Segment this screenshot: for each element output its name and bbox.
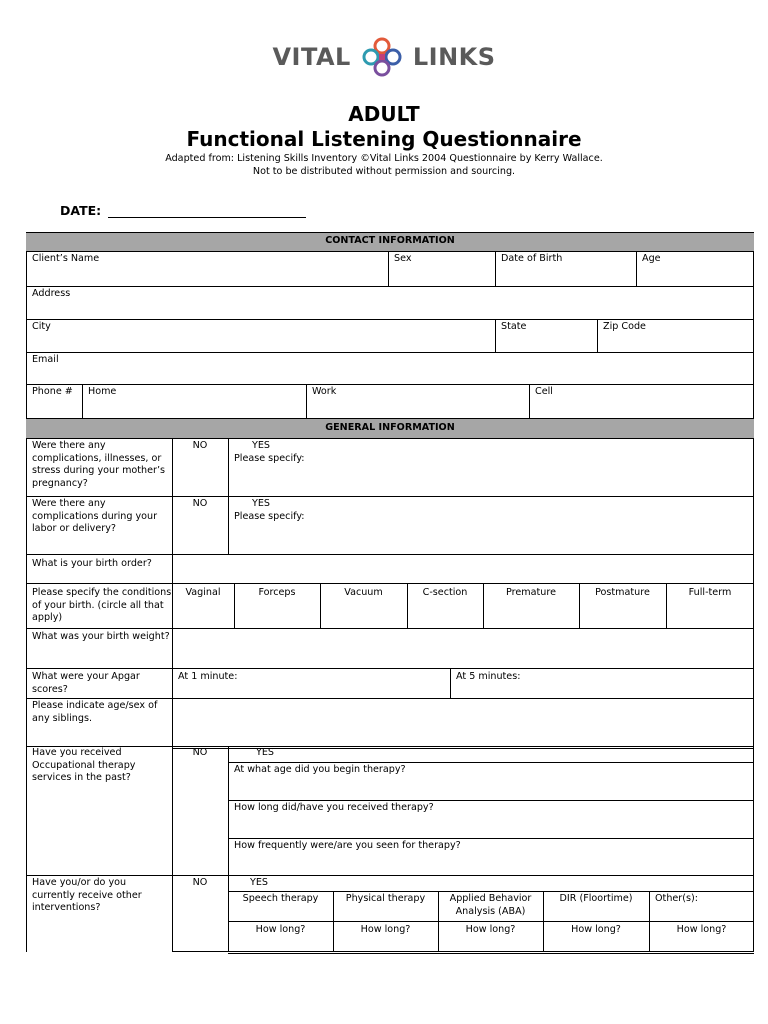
condition-forceps[interactable]: Forceps <box>258 587 296 598</box>
interventions-question: Have you/or do you currently receive other interventions? <box>32 877 142 913</box>
speech-therapy-how-long[interactable]: How long? <box>255 924 306 935</box>
adapted-note <box>0 152 768 178</box>
siblings-question: Please indicate age/sex of any siblings. <box>32 700 158 724</box>
birth-weight-answer[interactable] <box>172 628 754 668</box>
birth-weight-question: What was your birth weight? <box>32 631 170 642</box>
ot-no-option[interactable]: NO <box>192 747 208 758</box>
apgar-5-minutes-field[interactable]: At 5 minutes: <box>456 671 521 682</box>
state-field[interactable]: State <box>501 321 527 332</box>
vital-links-logo <box>0 32 768 82</box>
contact-section-heading: CONTACT INFORMATION <box>26 232 754 251</box>
intervention-aba[interactable]: Applied Behavior Analysis (ABA) <box>449 893 532 917</box>
intervention-speech-therapy[interactable]: Speech therapy <box>242 893 319 904</box>
intervention-dir-floortime[interactable]: DIR (Floortime) <box>559 893 633 904</box>
pregnancy-yes-label: YES <box>252 440 271 451</box>
condition-premature[interactable]: Premature <box>506 587 556 598</box>
dir-floortime-how-long[interactable]: How long? <box>571 924 621 935</box>
birth-conditions-question: Please specify the conditions of your birth. (circle all that apply) <box>32 587 172 623</box>
logo-word-left: VITAL <box>272 43 351 71</box>
ot-question: Have you received Occupational therapy services in the past? <box>32 747 136 783</box>
ot-yes-option[interactable]: YES <box>256 747 275 758</box>
zip-code-field[interactable]: Zip Code <box>603 321 646 332</box>
age-field[interactable]: Age <box>642 253 661 264</box>
ot-frequency-field[interactable]: How frequently were/are you seen for therapy? <box>234 840 461 851</box>
email-field[interactable]: Email <box>32 354 59 365</box>
pregnancy-yes-option[interactable] <box>228 438 754 496</box>
date-of-birth-field[interactable]: Date of Birth <box>501 253 563 264</box>
general-section-heading: GENERAL INFORMATION <box>26 419 754 438</box>
labor-yes-option[interactable] <box>228 496 754 554</box>
work-phone-field[interactable]: Work <box>312 386 337 397</box>
labor-specify-label: Please specify: <box>234 510 305 522</box>
labor-no-option[interactable]: NO <box>192 498 208 509</box>
birth-order-question: What is your birth order? <box>32 558 152 569</box>
pregnancy-specify-label: Please specify: <box>234 452 305 464</box>
condition-full-term[interactable]: Full-term <box>688 587 732 598</box>
intervention-others[interactable]: Other(s): <box>655 893 698 904</box>
sex-field[interactable]: Sex <box>394 253 412 264</box>
ot-duration-field[interactable]: How long did/have you received therapy? <box>234 802 434 813</box>
interventions-yes-option[interactable]: YES <box>250 877 269 888</box>
condition-vaginal[interactable]: Vaginal <box>185 587 221 598</box>
logo-word-right: LINKS <box>412 43 496 71</box>
address-field[interactable]: Address <box>32 288 71 299</box>
apgar-question: What were your Apgar scores? <box>32 671 140 695</box>
apgar-1-minute-field[interactable]: At 1 minute: <box>178 671 238 682</box>
condition-c-section[interactable]: C-section <box>422 587 468 598</box>
phone-label: Phone # <box>32 386 73 397</box>
city-field[interactable]: City <box>32 321 51 332</box>
chain-links-logo-icon <box>359 34 405 80</box>
cell-phone-field[interactable]: Cell <box>535 386 553 397</box>
home-phone-field[interactable]: Home <box>88 386 117 397</box>
date-label: DATE: <box>60 203 102 218</box>
adapted-line-1: Adapted from: Listening Skills Inventory ©Vital Links 2004 Questionnaire by Kerry Wallace. <box>165 153 603 164</box>
labor-complications-question: Were there any complications during your labor or delivery? <box>32 498 158 534</box>
birth-order-answer[interactable] <box>172 554 754 583</box>
title-adult: ADULT <box>348 102 420 126</box>
date-field[interactable] <box>108 217 306 218</box>
others-how-long[interactable]: How long? <box>676 924 727 935</box>
siblings-answer[interactable] <box>172 698 754 746</box>
adapted-line-2: Not to be distributed without permission and sourcing. <box>252 166 516 177</box>
condition-vacuum[interactable]: Vacuum <box>344 587 383 598</box>
pregnancy-complications-question: Were there any complications, illnesses, or stress during your mother’s pregnancy? <box>32 440 166 489</box>
page-title: Functional Listening Questionnaire <box>186 127 582 151</box>
physical-therapy-how-long[interactable]: How long? <box>360 924 411 935</box>
questionnaire-form <box>26 232 754 954</box>
intervention-physical-therapy[interactable]: Physical therapy <box>345 893 426 904</box>
pregnancy-no-option[interactable]: NO <box>192 440 208 451</box>
interventions-no-option[interactable]: NO <box>192 877 208 888</box>
labor-yes-label: YES <box>252 498 271 509</box>
aba-how-long[interactable]: How long? <box>465 924 516 935</box>
ot-begin-age-field[interactable]: At what age did you begin therapy? <box>234 764 406 775</box>
clients-name-field[interactable]: Client’s Name <box>32 253 100 264</box>
condition-postmature[interactable]: Postmature <box>595 587 650 598</box>
